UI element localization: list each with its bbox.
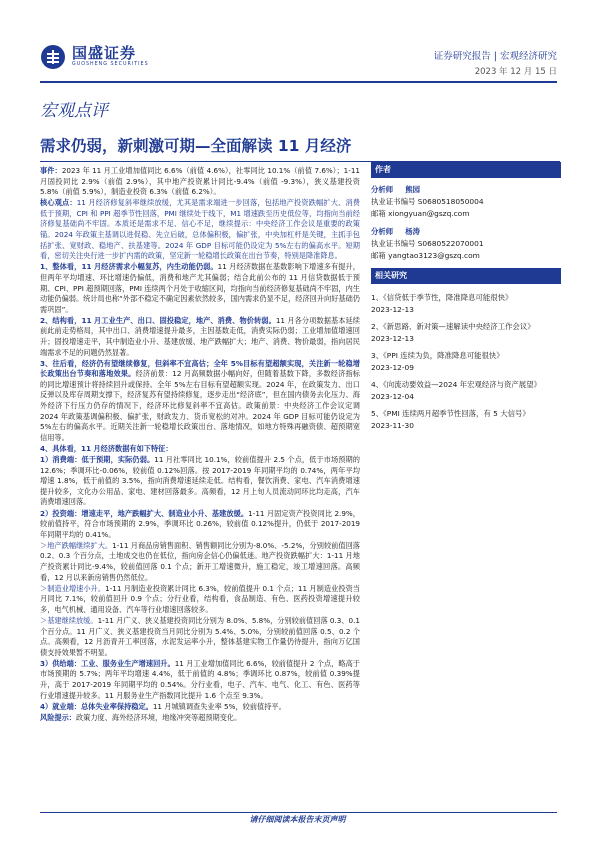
logo-cn-text: 国盛证券 <box>72 44 137 63</box>
section-heading: 4）就业端：总体失业率保持稳定。 <box>40 701 153 711</box>
section-risk <box>40 713 360 724</box>
related-report-link[interactable]: 2、《新思路、新对策—速解读中央经济工作会议》 <box>371 322 535 331</box>
core-text: 11 月经济修复斜率继续放缓，尤其是需求端进一步回落，包括地产投资跌幅扩大、消费低于预期，CPI 和 PPI 超季节性回落，PMI 继续处于线下，M1 增速跌至历史低位等，均指向当前经济修复基础尚不牢固。本质还是需求不足、信心不足，继续提示：中央经济工作会议是重要的政策锚。2024 年政策主基调以进促稳、先立后破，总体偏积极，偏扩张，中央加杠杆是关键，主抓手包括扩张、宽财政、稳地产、扶基建等。2024 年 GDP 目标可能仍设定为 5%左右的偏高水平。短期看，密切关注央行进一步扩内需的政策，坚定新一轮稳增长政策在出台节奏，特别是降准降息。 <box>40 198 360 261</box>
logo-en-text: GUOSHENG SECURITIES <box>72 62 149 68</box>
sidebar <box>371 162 561 437</box>
related-report-date: 2023-11-30 <box>371 421 414 430</box>
related-bar: 相关研究 <box>371 268 561 284</box>
section-heading: 1、整体看，11 月经济需求小幅复苏，内生动能仍弱。 <box>40 262 218 272</box>
related-report-link[interactable]: 5、《PMI 连续两月超季节性回落，有 5 大信号》 <box>371 409 530 418</box>
analyst-label: 分析师 <box>371 185 394 194</box>
section-4 <box>40 444 360 455</box>
section-text: 1-11 月商品房销售面积、销售额同比分别为-8.0%、-5.2%，分别较前值回落 0.2、0.3 个百分点，土地成交也仍在低位，指向房企信心仍偏低迷。地产投资跌幅扩大：1-11 月地产投资累计同比-9.4%，较前值回落 0.1 个点；新开工增速微升，施工稳定，竣工增速回落。高频看，12 月以来新房销售仍然低位。 <box>40 540 360 582</box>
email-line <box>371 208 561 220</box>
footer-disclaimer: 请仔细阅读本报告末页声明 <box>249 815 346 824</box>
header-rule <box>40 81 557 83</box>
section-2 <box>40 316 360 358</box>
analyst-name: 熊园 <box>405 185 420 194</box>
section-heading: 2、结构看，11 月工业生产、出口、固投稳定，地产、消费、物价转弱。 <box>40 315 276 325</box>
related-report-date: 2023-12-04 <box>371 392 414 401</box>
section-text: 1-11 月制造业投资累计同比 6.3%，较前值提升 0.1 个点；11 月制造业投资当月同比 7.1%，较前值回升 0.9 个点；分行业看，结构看，食品制造、有色、医药投资增速提升较多，电气机械、通用设备、汽车等行业增速回落较多。 <box>40 583 360 614</box>
core-paragraph <box>40 198 360 262</box>
email-label: 邮箱 <box>371 251 386 260</box>
section-1 <box>40 262 360 315</box>
section-text: 经济前景：12 月高频数据小幅向好，但随着基数下降，多数经济指标的同比增速预计将持续回升或保持。全年 5%左右目标有望超额实现。2024 年，在政策发力、出口反弹以及库存周期支撑下，经济复苏有望持续修复，逐步走出“经济底”，但在国内债务去化压力、海外经济下行压力仍存的情况下，经济环比修复斜率不宜高估。政策前景：中央经济工作会议定调 2024 年政策基调偏积极、偏扩张，财政发力、货币宽松的对冲。2024 年 GDP 目标可能仍设定为 5%左右的偏高水平。近期关注新一轮稳增长政策出台、落地情况，如地方特殊再融资债、超预期宽信用等。 <box>40 369 360 442</box>
section-heading: ＞地产跌幅继续扩大。 <box>40 540 113 550</box>
section-property <box>40 541 360 583</box>
report-date: 2023 年 12 月 15 日 <box>474 67 557 77</box>
email-link[interactable]: yangtao3123@gszq.com <box>388 251 480 260</box>
analyst-name: 杨涛 <box>405 227 420 236</box>
related-report-date: 2023-12-13 <box>371 334 414 343</box>
analyst-row <box>371 226 561 238</box>
section-heading: 1）消费端：低于预期，实际仍弱。 <box>40 455 155 465</box>
section-text: 11 月经济数据在基数影响下增速多有提升，但两年平均增速、环比增速仍偏低，消费和地产尤其偏弱；结合此前公布的 11 月信贷数据低于预期、CPI、PPI 超预期回落，PMI 连续两个月处于收缩区间，均指向当前经济修复基础尚不牢固，内生动能仍偏弱。统计局也称“外部不稳定不确定因素依然较多，国内需求仍显不足，经济回升向好基础仍需巩固”。 <box>40 262 360 314</box>
event-text: 2023 年 11 月工业增加值同比 6.6%（前值 4.6%），社零同比 10.1%（前值 7.6%）；1-11 月固投同比 2.9%（前值 2.9%），其中地产投资累计同比-9.4%（前值 -9.3%），狭义基建投资 5.8%（前值 5.9%），制造业投资 6.3%（前值 6.2%）。 <box>40 166 360 197</box>
cert-number: S0680522070001 <box>417 239 484 248</box>
section-heading: 4、具体看，11 月经济数据有如下特征： <box>40 443 173 453</box>
section-3 <box>40 359 360 444</box>
related-report-link[interactable]: 3、《PPI 连续为负，降准降息可能很快》 <box>371 351 504 360</box>
email-label: 邮箱 <box>371 209 386 218</box>
cert-number: S0680518050004 <box>417 197 484 206</box>
section-text: 政策力度、海外经济环境，地缘冲突等超预期变化。 <box>75 712 242 722</box>
related-report-date: 2023-12-13 <box>371 305 414 314</box>
section-employment <box>40 702 360 713</box>
cert-label: 执业证书编号 <box>371 239 416 248</box>
company-logo <box>40 44 160 70</box>
section-text: 1-11 月固定资产投资同比 2.9%，较前值持平，符合市场预期的 2.9%，季调环比 0.26%，较前值 0.12%提升，仍低于 2017-2019 年同期平均的 0.41%。 <box>40 508 360 539</box>
email-link[interactable]: xiongyuan@gszq.com <box>388 209 470 218</box>
doc-type: 宏观点评 <box>40 101 108 121</box>
analyst-label: 分析师 <box>371 227 394 236</box>
section-text: 1-11 月广义、狭义基建投资同比分别为 8.0%、5.8%，分别较前值回落 0.3、0.1 个百分点。11 月广义、狭义基建投资当月同比分别为 5.4%、5.0%，分别较前值回落 0.5、0.2 个点。高频看，12 月沥青开工率回落，水泥发运率小升，整体基建实物工作量仍待提升，指向万亿国债支持效果暂不明显。 <box>40 615 360 657</box>
cert-line <box>371 238 561 250</box>
report-title: 需求仍弱，新刺激可期—全面解读 11 月经济 <box>40 137 352 155</box>
related-report-link[interactable]: 4、《向流动要效益—2024 年宏观经济与资产展望》 <box>371 380 541 389</box>
email-line <box>371 250 561 262</box>
section-text: 11 月工业增加值同比 6.6%，较前值提升 2 个点，略高于市场预期的 5.7%；两年平均增速 4.4%，低于前值的 4.8%；季调环比 0.87%，较前值 0.39%提升，高于 2017-2019 年同期平均的 0.54%。分行业看，电子、汽车、电气、化工、有色、医药等行业增速提升较多。11 月服务业生产指数同比提升 1.6 个点至 9.3%。 <box>40 658 360 700</box>
guosheng-logo-icon <box>40 44 66 70</box>
section-heading: 3、往后看，经济仍有望继续修复，但斜率不宜高估；全年 5%目标有望超额实现，关注新一轮稳增长政策出台节奏和落地效果。 <box>40 358 360 379</box>
analyst-row <box>371 184 561 196</box>
related-report-date: 2023-12-09 <box>371 363 414 372</box>
section-manufacturing <box>40 584 360 616</box>
event-paragraph <box>40 166 360 198</box>
report-category: 证券研究报告 | 宏观经济研究 <box>433 51 557 62</box>
author-bar: 作者 <box>371 162 561 178</box>
footer-rule <box>40 812 557 813</box>
related-report-link[interactable]: 1、《信贷低于季节性，降准降息可能很快》 <box>371 293 513 302</box>
section-infrastructure <box>40 616 360 658</box>
section-heading: 风险提示： <box>40 712 76 722</box>
section-heading: 2）投资端：增速走平，地产跌幅扩大、制造业小升、基建放缓。 <box>40 508 249 518</box>
section-investment <box>40 509 360 541</box>
section-heading: ＞基建继续放缓。 <box>40 615 98 625</box>
core-label: 核心观点： <box>40 198 77 208</box>
section-supply <box>40 659 360 701</box>
section-text: 11 月各分项数据基本延续前此前走势格局，其中出口、消费增速提升最多，主因基数走低，消费实际仍弱；工业增加值增速回升；固投增速走平，其中制造业小升、基建放缓、地产跌幅扩大；地产、消费、物价最弱，指向居民端需求不足的问题仍然显著。 <box>40 315 360 357</box>
report-body <box>40 166 360 724</box>
section-text: 11 月社零同比 10.1%，较前值提升 2.5 个点，低于市场预期的 12.6%；季调环比-0.06%，较前值 0.12%回落。按 2017-2019 年同期平均的 0.74%，两年平均增速 1.8%，低于前值的 3.5%，指向消费增速延续走低。结构看，餐饮消费、家电、汽车消费增速提升较多，文化办公用品、家电、建材回落最多。高频看，12 月上旬人员流动同环比均走高，汽车消费增速回落。 <box>40 455 360 507</box>
section-consumption <box>40 455 360 508</box>
section-text: 11 月城镇调查失业率 5%，较前值持平。 <box>152 701 286 711</box>
event-label: 事件： <box>40 166 62 175</box>
section-heading: 3）供给端：工业、服务业生产增速回升。 <box>40 658 175 668</box>
cert-line <box>371 196 561 208</box>
section-heading: ＞制造业增速小升。 <box>40 583 106 593</box>
cert-label: 执业证书编号 <box>371 197 416 206</box>
